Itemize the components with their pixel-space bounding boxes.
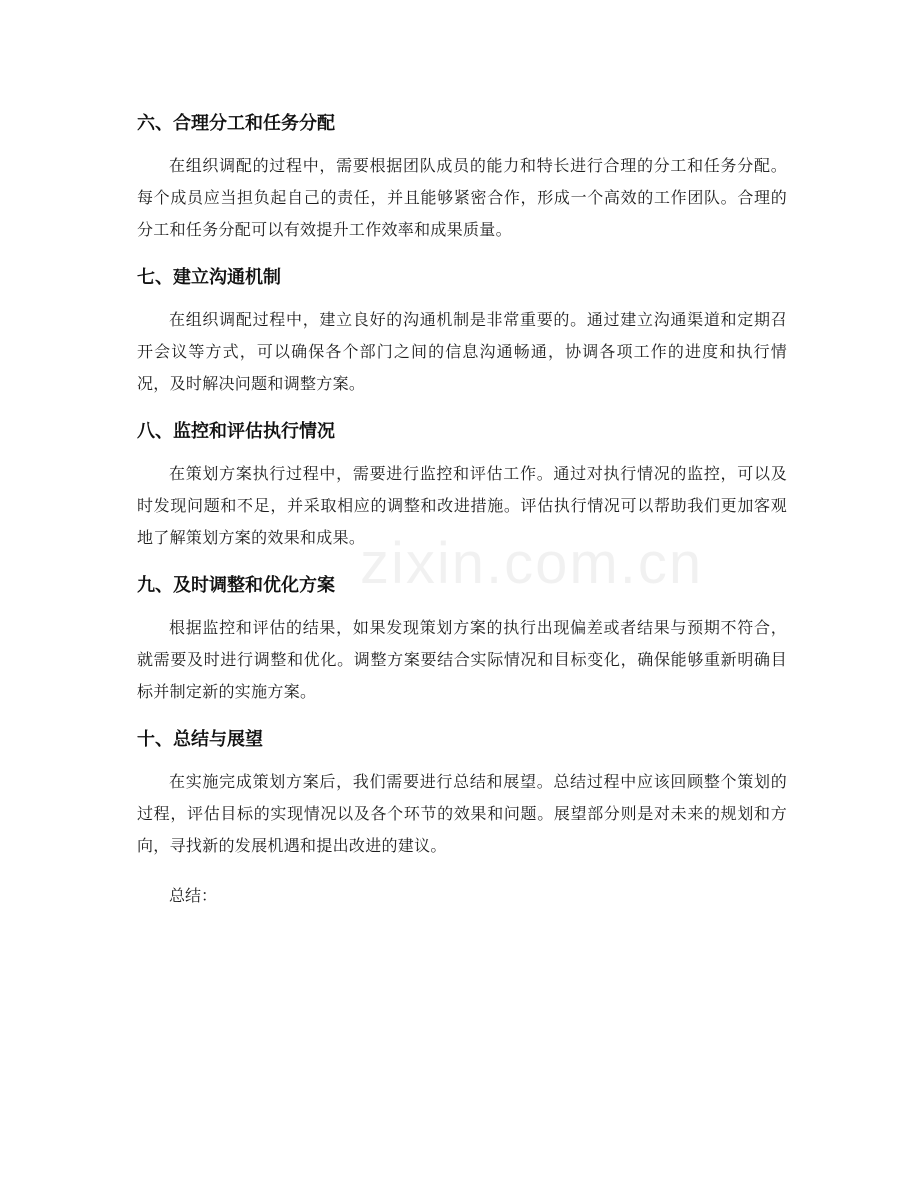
section-paragraph: 在实施完成策划方案后，我们需要进行总结和展望。总结过程中应该回顾整个策划的过程，评估目标的实现情况以及各个环节的效果和问题。展望部分则是对未来的规划和方向，寻找新的发展机遇和提出改进的建议。 bbox=[137, 772, 787, 855]
section-heading: 六、合理分工和任务分配 bbox=[137, 113, 335, 134]
section-9 bbox=[137, 568, 787, 708]
section-8 bbox=[137, 414, 787, 554]
section-paragraph: 在组织调配的过程中，需要根据团队成员的能力和特长进行合理的分工和任务分配。每个成员应当担负起自己的责任，并且能够紧密合作，形成一个高效的工作团队。合理的分工和任务分配可以有效提升工作效率和成果质量。 bbox=[137, 156, 787, 239]
section-heading: 八、监控和评估执行情况 bbox=[137, 421, 335, 442]
section-7 bbox=[137, 260, 787, 400]
section-paragraph: 根据监控和评估的结果，如果发现策划方案的执行出现偏差或者结果与预期不符合，就需要及时进行调整和优化。调整方案要结合实际情况和目标变化，确保能够重新明确目标并制定新的实施方案。 bbox=[137, 618, 787, 701]
section-heading: 七、建立沟通机制 bbox=[137, 267, 281, 288]
section-10 bbox=[137, 722, 787, 862]
summary-label: 总结： bbox=[169, 886, 218, 905]
section-paragraph: 在策划方案执行过程中，需要进行监控和评估工作。通过对执行情况的监控，可以及时发现问题和不足，并采取相应的调整和改进措施。评估执行情况可以帮助我们更加客观地了解策划方案的效果和成果。 bbox=[137, 464, 787, 547]
section-heading: 十、总结与展望 bbox=[137, 729, 263, 750]
section-paragraph: 在组织调配过程中，建立良好的沟通机制是非常重要的。通过建立沟通渠道和定期召开会议等方式，可以确保各个部门之间的信息沟通畅通，协调各项工作的进度和执行情况，及时解决问题和调整方案。 bbox=[137, 310, 787, 393]
document-content bbox=[137, 106, 787, 912]
section-heading: 九、及时调整和优化方案 bbox=[137, 575, 335, 596]
section-6 bbox=[137, 106, 787, 246]
watermark: zixin.com.cn bbox=[360, 531, 704, 596]
